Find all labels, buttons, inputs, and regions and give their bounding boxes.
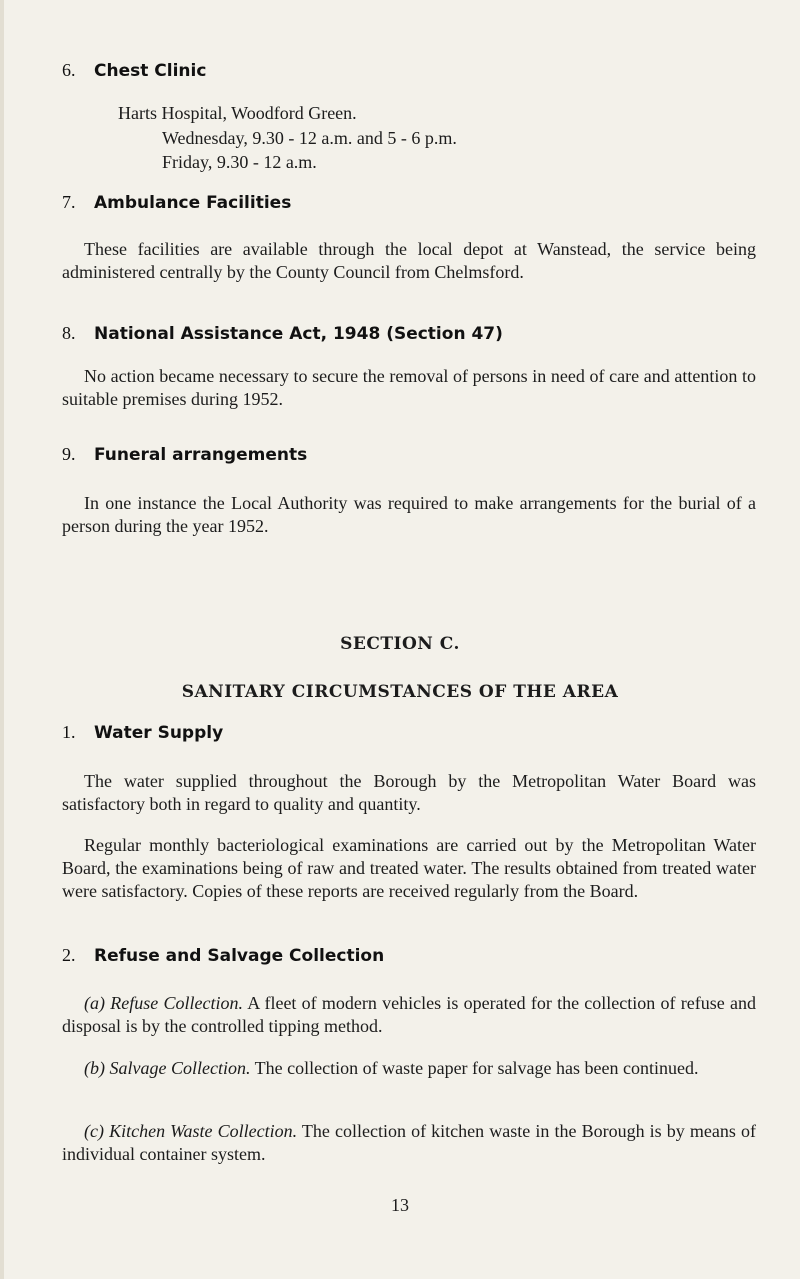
- heading-refuse-salvage: [62, 945, 384, 966]
- salvage-collection-text: The collection of waste paper for salvage has been continued.: [250, 1058, 699, 1078]
- heading-ambulance: [62, 192, 291, 213]
- kitchen-waste-paragraph: [62, 1120, 756, 1166]
- refuse-collection-paragraph: [62, 992, 756, 1038]
- refuse-collection-text: A fleet of modern vehicles is operated for the collection of refuse and disposal is by the controlled tipping method.: [62, 993, 756, 1036]
- water-paragraph-1: The water supplied throughout the Borough by the Metropolitan Water Board was satisfactory both in regard to quality and quantity.: [62, 771, 756, 814]
- section-label: SECTION C.: [340, 634, 460, 654]
- clinic-hours-friday: Friday, 9.30 - 12 a.m.: [162, 152, 317, 172]
- heading-title: Refuse and Salvage Collection: [94, 946, 385, 966]
- heading-water-supply: [62, 722, 223, 743]
- heading-number: 8.: [62, 323, 76, 343]
- heading-number: 9.: [62, 444, 76, 464]
- heading-number: 6.: [62, 60, 76, 80]
- heading-number: 1.: [62, 722, 76, 742]
- refuse-collection-label: (a) Refuse Collection.: [84, 993, 243, 1013]
- page-number: 13: [391, 1195, 409, 1215]
- heading-chest-clinic: [62, 60, 206, 81]
- national-assistance-paragraph: No action became necessary to secure the removal of persons in need of care and attention to suitable premises during 1952.: [62, 366, 756, 409]
- heading-funeral: [62, 444, 307, 465]
- salvage-collection-paragraph: [62, 1057, 756, 1080]
- heading-title: National Assistance Act, 1948 (Section 47): [94, 324, 503, 344]
- clinic-address: Harts Hospital, Woodford Green.: [118, 103, 357, 123]
- funeral-paragraph: In one instance the Local Authority was required to make arrangements for the burial of a person during the year 1952.: [62, 493, 756, 536]
- heading-number: 7.: [62, 192, 76, 212]
- ambulance-paragraph: These facilities are available through the local depot at Wanstead, the service being administered centrally by the County Council from Chelmsford.: [62, 239, 756, 282]
- heading-title: Chest Clinic: [94, 61, 207, 81]
- water-paragraph-2: Regular monthly bacteriological examinations are carried out by the Metropolitan Water Board, the examinations being of raw and treated water. The results obtained from treated water were satisfactory. Copies of these reports are received regularly from the Board.: [62, 835, 756, 901]
- kitchen-waste-text: The collection of kitchen waste in the Borough is by means of individual container system.: [62, 1121, 756, 1164]
- clinic-hours-wednesday: Wednesday, 9.30 - 12 a.m. and 5 - 6 p.m.: [162, 128, 457, 148]
- salvage-collection-label: (b) Salvage Collection.: [84, 1058, 251, 1078]
- heading-title: Ambulance Facilities: [94, 193, 292, 213]
- heading-title: Water Supply: [94, 723, 224, 743]
- heading-number: 2.: [62, 945, 76, 965]
- kitchen-waste-label: (c) Kitchen Waste Collection.: [84, 1121, 298, 1141]
- section-subtitle: SANITARY CIRCUMSTANCES OF THE AREA: [181, 682, 619, 702]
- heading-national-assistance: [62, 323, 503, 344]
- heading-title: Funeral arrangements: [94, 445, 308, 465]
